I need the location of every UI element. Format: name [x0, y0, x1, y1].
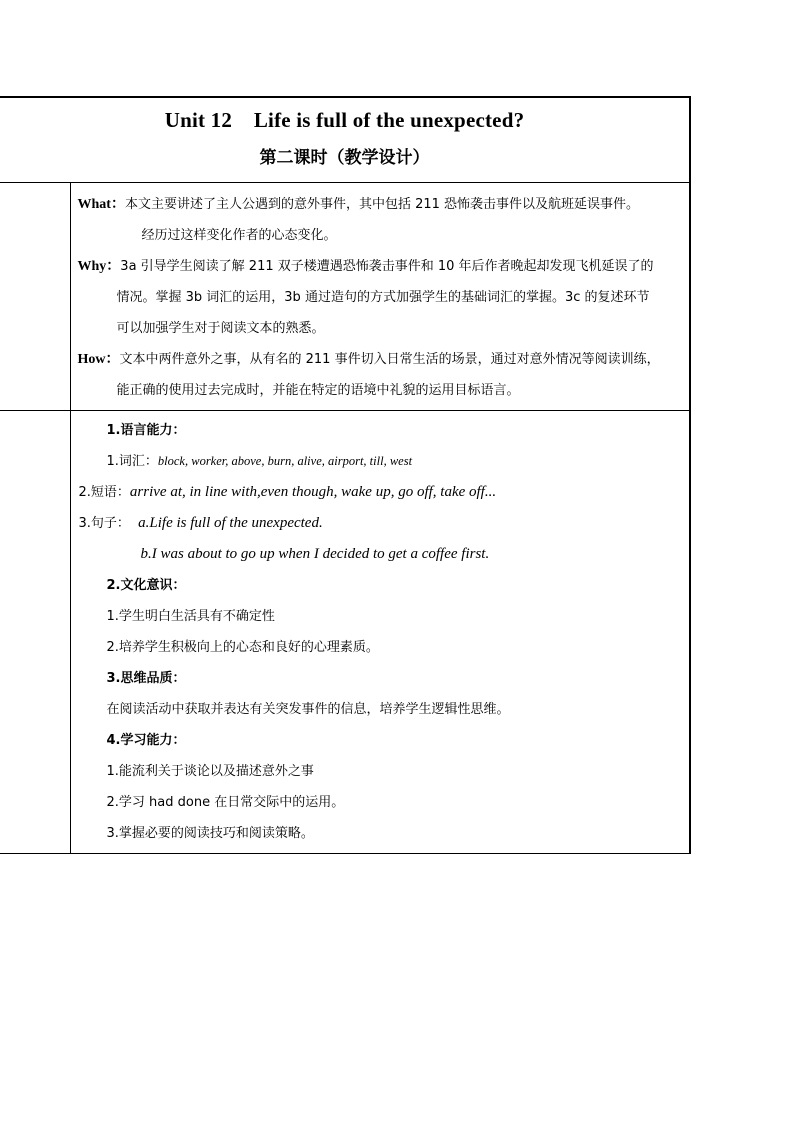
culture-item-2: 2.培养学生积极向上的心态和良好的心理素质。 — [106, 640, 379, 655]
what-label: What： — [77, 197, 125, 212]
lesson-plan-sheet — [0, 96, 690, 854]
goals-cell — [70, 411, 690, 854]
sentence-b: b.I was about to go up when I decided to get a coffee first. — [140, 546, 490, 562]
learning-item-2: 2.学习 had done 在日常交际中的运用。 — [106, 795, 345, 810]
what-line-1: What：本文主要讲述了主人公遇到的意外事件，其中包括 211 恐怖袭击事件以及航班延误事件。 — [77, 197, 640, 212]
how-line-1: How：文本中两件意外之事，从有名的 211 事件切入日常生活的场景，通过对意外情况等阅读训练， — [77, 352, 660, 367]
lesson-plan-table — [0, 96, 691, 854]
why-line-2: 情况。掌握 3b 词汇的运用，3b 通过造句的方式加强学生的基础词汇的掌握。3c 的复述环节 — [116, 290, 650, 305]
phrase-items: arrive at, in line with,even though, wake up, go off, take off... — [129, 484, 497, 500]
analysis-cell — [70, 183, 690, 411]
how-label: How： — [77, 352, 120, 367]
culture-item-1: 1.学生明白生活具有不确定性 — [106, 609, 275, 624]
thinking-item-1: 在阅读活动中获取并表达有关突发事件的信息，培养学生逻辑性思维。 — [106, 702, 510, 717]
goals-label-cell — [0, 411, 70, 854]
vocab-items: block, worker, above, burn, alive, airport, till, west — [157, 454, 413, 468]
why-label: Why： — [77, 259, 121, 274]
vocab-line: 1.词汇：block, worker, above, burn, alive, airport, till, west — [106, 454, 413, 469]
learning-item-1: 1.能流利关于谈论以及描述意外之事 — [106, 764, 314, 779]
why-line-3: 可以加强学生对于阅读文本的熟悉。 — [116, 321, 325, 336]
title-cell — [0, 97, 690, 183]
text-analysis-row — [0, 183, 690, 411]
title-row — [0, 97, 690, 183]
how-line-2: 能正确的使用过去完成时，并能在特定的语境中礼貌的运用目标语言。 — [116, 383, 520, 398]
analysis-label-cell — [0, 183, 70, 411]
teaching-goals-row — [0, 411, 690, 854]
learning-item-3: 3.掌握必要的阅读技巧和阅读策略。 — [106, 826, 314, 841]
what-line-2: 经历过这样变化作者的心态变化。 — [141, 228, 337, 243]
thinking-heading: 3.思维品质： — [106, 671, 186, 686]
sentence-line: 3.句子： a.Life is full of the unexpected. — [78, 515, 323, 531]
sentence-a: a.Life is full of the unexpected. — [138, 515, 323, 531]
why-line-1: Why：3a 引导学生阅读了解 211 双子楼遭遇恐怖袭击事件和 10 年后作者晚起却发现飞机延误了的 — [77, 259, 654, 274]
phrase-line: 2.短语：arrive at, in line with,even though, wake up, go off, take off... — [78, 484, 497, 500]
culture-heading: 2.文化意识： — [106, 578, 186, 593]
page-subtitle: 第二课时（教学设计） — [259, 148, 430, 168]
language-heading: 1.语言能力： — [106, 423, 186, 438]
learning-heading: 4.学习能力： — [106, 733, 186, 748]
page-title: Unit 12 Life is full of the unexpected? — [164, 108, 525, 132]
